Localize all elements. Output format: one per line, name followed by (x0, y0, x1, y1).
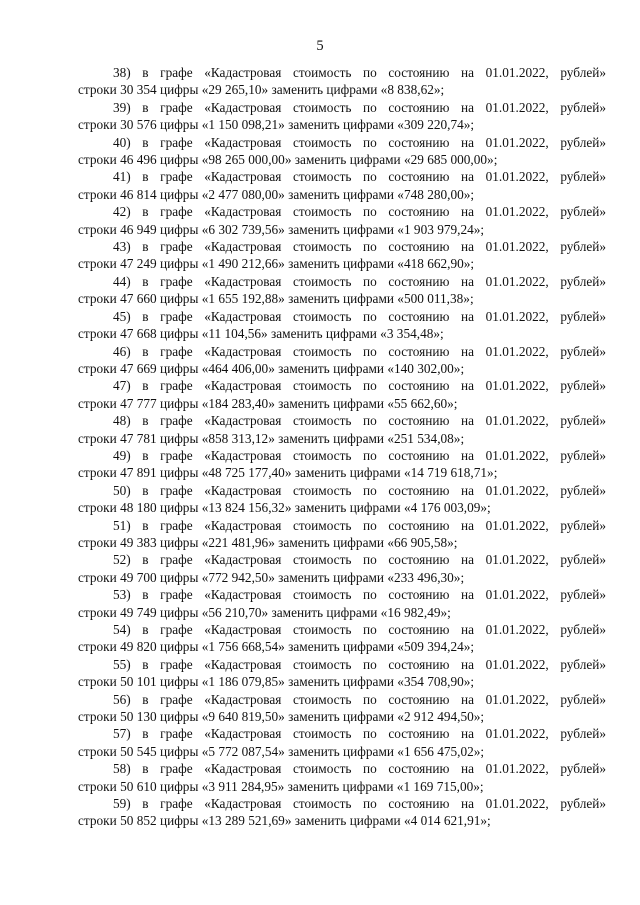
amendment-item (78, 760, 606, 795)
amendment-item (78, 551, 606, 586)
amendment-replacement: строки 46 814 цифры «2 477 080,00» заменить цифрами «748 280,00»; (78, 186, 475, 202)
amendment-instruction: 46) в графе «Кадастровая стоимость по состоянию на 01.01.2022, рублей» (113, 343, 606, 359)
amendment-replacement: строки 47 777 цифры «184 283,40» заменить цифрами «55 662,60»; (78, 395, 458, 411)
amendment-replacement: строки 47 668 цифры «11 104,56» заменить цифрами «3 354,48»; (78, 326, 444, 342)
amendment-replacement: строки 30 354 цифры «29 265,10» заменить цифрами «8 838,62»; (78, 82, 445, 98)
amendment-replacement: строки 50 545 цифры «5 772 087,54» заменить цифрами «1 656 475,02»; (78, 743, 485, 759)
amendment-item (78, 795, 606, 830)
amendment-replacement: строки 46 949 цифры «6 302 739,56» заменить цифрами «1 903 979,24»; (78, 221, 485, 237)
amendment-item (78, 725, 606, 760)
amendment-instruction: 45) в графе «Кадастровая стоимость по состоянию на 01.01.2022, рублей» (113, 308, 606, 324)
amendment-instruction: 59) в графе «Кадастровая стоимость по состоянию на 01.01.2022, рублей» (113, 796, 606, 812)
amendment-instruction: 48) в графе «Кадастровая стоимость по состоянию на 01.01.2022, рублей» (113, 413, 606, 429)
amendment-instruction: 49) в графе «Кадастровая стоимость по состоянию на 01.01.2022, рублей» (113, 447, 606, 463)
amendment-instruction: 56) в графе «Кадастровая стоимость по состоянию на 01.01.2022, рублей» (113, 691, 606, 707)
amendment-item (78, 586, 606, 621)
amendment-instruction: 51) в графе «Кадастровая стоимость по состоянию на 01.01.2022, рублей» (113, 517, 606, 533)
amendment-instruction: 42) в графе «Кадастровая стоимость по состоянию на 01.01.2022, рублей» (113, 204, 606, 220)
amendment-replacement: строки 50 101 цифры «1 186 079,85» заменить цифрами «354 708,90»; (78, 674, 475, 690)
amendment-item (78, 412, 606, 447)
amendment-instruction: 54) в графе «Кадастровая стоимость по состоянию на 01.01.2022, рублей» (113, 622, 606, 637)
amendment-item (78, 343, 606, 378)
page-number: 5 (316, 38, 324, 54)
amendment-item (78, 482, 606, 517)
amendment-instruction: 55) в графе «Кадастровая стоимость по состоянию на 01.01.2022, рублей» (113, 656, 606, 672)
amendment-item (78, 273, 606, 308)
amendment-instruction: 47) в графе «Кадастровая стоимость по состоянию на 01.01.2022, рублей» (113, 378, 606, 394)
amendment-instruction: 52) в графе «Кадастровая стоимость по состоянию на 01.01.2022, рублей» (113, 552, 606, 568)
amendment-item (78, 168, 606, 203)
amendment-instruction: 41) в графе «Кадастровая стоимость по состоянию на 01.01.2022, рублей» (113, 169, 606, 185)
amendment-replacement: строки 47 891 цифры «48 725 177,40» заменить цифрами «14 719 618,71»; (78, 465, 498, 481)
amendment-replacement: строки 46 496 цифры «98 265 000,00» заменить цифрами «29 685 000,00»; (78, 152, 498, 168)
amendment-replacement: строки 49 383 цифры «221 481,96» заменить цифрами «66 905,58»; (78, 534, 458, 550)
amendment-replacement: строки 49 700 цифры «772 942,50» заменить цифрами «233 496,30»; (78, 569, 465, 585)
amendment-item (78, 134, 606, 169)
amendment-replacement: строки 47 249 цифры «1 490 212,66» заменить цифрами «418 662,90»; (78, 256, 475, 272)
amendment-item (78, 203, 606, 238)
amendment-item (78, 377, 606, 412)
amendment-replacement: строки 47 781 цифры «858 313,12» заменить цифрами «251 534,08»; (78, 430, 465, 446)
amendment-item (78, 691, 606, 726)
amendment-replacement: строки 50 130 цифры «9 640 819,50» заменить цифрами «2 912 494,50»; (78, 709, 485, 725)
amendment-replacement: строки 49 820 цифры «1 756 668,54» заменить цифрами «509 394,24»; (78, 639, 475, 655)
amendment-item (78, 64, 606, 99)
amendment-replacement: строки 49 749 цифры «56 210,70» заменить цифрами «16 982,49»; (78, 604, 451, 620)
amendment-replacement: строки 50 610 цифры «3 911 284,95» заменить цифрами «1 169 715,00»; (78, 778, 484, 794)
amendment-instruction: 57) в графе «Кадастровая стоимость по состоянию на 01.01.2022, рублей» (113, 726, 606, 742)
amendment-item (78, 447, 606, 482)
amendment-replacement: строки 30 576 цифры «1 150 098,21» заменить цифрами «309 220,74»; (78, 117, 475, 133)
amendment-item (78, 308, 606, 343)
amendment-instruction: 43) в графе «Кадастровая стоимость по состоянию на 01.01.2022, рублей» (113, 239, 606, 255)
amendment-item (78, 517, 606, 552)
amendment-instruction: 58) в графе «Кадастровая стоимость по состоянию на 01.01.2022, рублей» (113, 761, 606, 777)
amendment-replacement: строки 47 669 цифры «464 406,00» заменить цифрами «140 302,00»; (78, 360, 465, 376)
amendment-replacement: строки 47 660 цифры «1 655 192,88» заменить цифрами «500 011,38»; (78, 291, 474, 307)
amendment-instruction: 50) в графе «Кадастровая стоимость по состоянию на 01.01.2022, рублей» (113, 482, 606, 498)
amendment-instruction: 40) в графе «Кадастровая стоимость по состоянию на 01.01.2022, рублей» (113, 134, 606, 150)
amendment-instruction: 53) в графе «Кадастровая стоимость по состоянию на 01.01.2022, рублей» (113, 587, 606, 603)
amendment-item (78, 621, 606, 656)
amendment-item (78, 656, 606, 691)
amendment-replacement: строки 48 180 цифры «13 824 156,32» заменить цифрами «4 176 003,09»; (78, 500, 491, 516)
amendment-instruction: 44) в графе «Кадастровая стоимость по состоянию на 01.01.2022, рублей» (113, 273, 606, 289)
amendment-list (78, 64, 606, 830)
amendment-instruction: 39) в графе «Кадастровая стоимость по состоянию на 01.01.2022, рублей» (113, 99, 606, 115)
amendment-item (78, 99, 606, 134)
amendment-item (78, 238, 606, 273)
amendment-replacement: строки 50 852 цифры «13 289 521,69» заменить цифрами «4 014 621,91»; (78, 813, 491, 829)
amendment-instruction: 38) в графе «Кадастровая стоимость по состоянию на 01.01.2022, рублей» (113, 65, 606, 80)
